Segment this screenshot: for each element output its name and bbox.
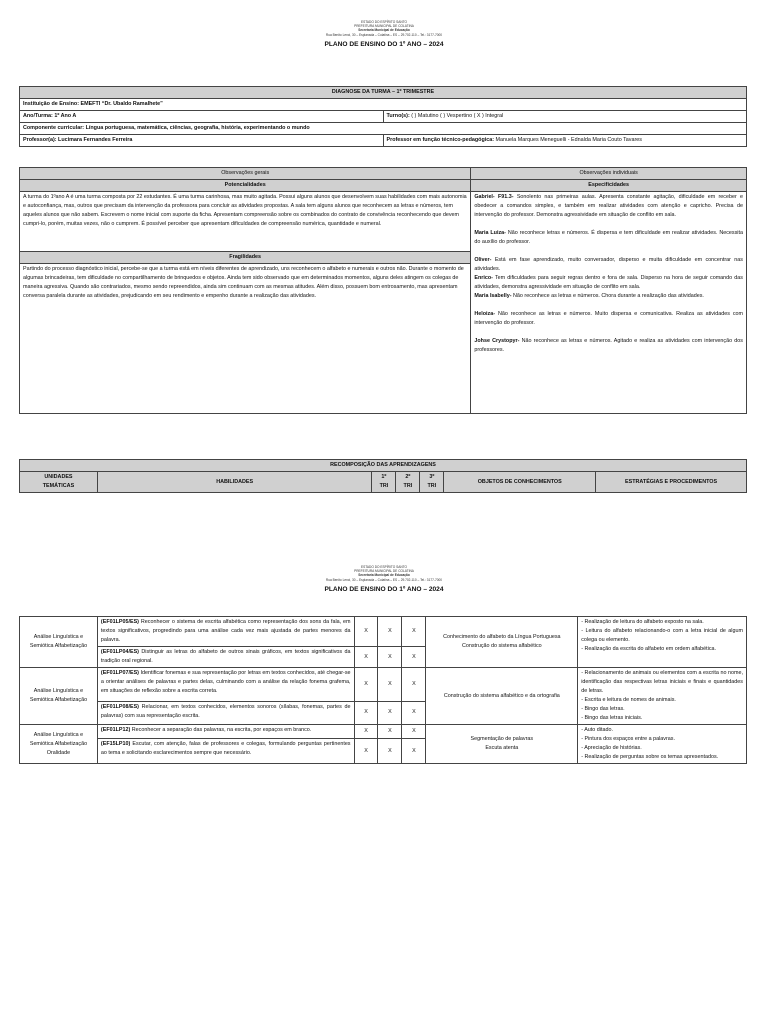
objeto-line: Conhecimento do alfabeto da Língua Portuguesa (443, 634, 561, 640)
header-state: ESTADO DO ESPÍRITO SANTO (360, 20, 408, 24)
estrategia-line: - Relacionamento de animais ou elementos com a escrita no nome, identificação das respectivas letras iniciais e finais e quantidades de letras. (581, 670, 743, 694)
habilidade-code: (EF15LP10) (100, 741, 131, 748)
header-address: Rua Benito Lenci, 30 – Esplanada – Colatina – ES – 29.702-110 – Tel.: 3177-7000 (325, 577, 443, 582)
estrategia-line: - Realização de leitura do alfabeto exposto na sala. (581, 619, 704, 625)
gerais-heading: Observações gerais (20, 168, 471, 180)
student-note (474, 256, 743, 274)
professor: Professor(a): Lucimara Fernandes Ferreira (20, 135, 384, 147)
estrategia-line: - Escrita e leitura de nomes de animais. (581, 697, 676, 703)
tri-label: TRI (427, 483, 437, 489)
tri-mark-1: X (354, 617, 378, 647)
header-prefeitura: PREFEITURA MUNICIPAL DE COLATINA (354, 24, 414, 29)
diagnose-heading: DIAGNOSE DA TURMA – 1º TRIMESTRE (20, 87, 747, 99)
col-unidades (20, 472, 98, 493)
page-header-2 (0, 565, 768, 593)
plan-table (19, 616, 747, 764)
especificidades-cell (471, 192, 747, 414)
habilidade (97, 668, 354, 702)
especificidades-heading: Especificidades (471, 180, 747, 192)
fragilidades-text: Partindo do processo diagnóstico inicial, percebe-se que a turma está em níveis diferentes de aprendizado, uns reconhecem o alfabeto e numerais e outros não. Durante o momento de algumas brincadeiras, tem dificuldade no compartilhamento de brinquedos e objetos. Ainda tem sido observado que em determinados momentos, alguns deles atingem os colegas de maneira agressiva. Quando são contrariados, mesmo sendo repreendidos, ainda sim continuam com as mesmas atitudes. Além disso, possuem bom entrosamento, mas apresentam conversa paralela durante as atividades, prejudicando em seu rendimento e empenho durante a realização das atividades. (20, 264, 471, 414)
col-estrategias: ESTRATÉGIAS E PROCEDIMENTOS (596, 472, 747, 493)
student-note (474, 229, 743, 247)
unidade-line: Análise Linguística e (33, 731, 84, 738)
tri-mark-3: X (402, 701, 426, 724)
tri-mark-2: X (378, 617, 402, 647)
col-tri-1 (372, 472, 396, 493)
professor-tec-cell (383, 135, 747, 147)
individuais-heading: Observações individuais (471, 168, 747, 180)
header-prefeitura: PREFEITURA MUNICIPAL DE COLATINA (354, 569, 414, 574)
student-note (474, 337, 743, 355)
header-state: ESTADO DO ESPÍRITO SANTO (360, 565, 408, 569)
habilidade-code: (EF01LP12) (100, 727, 131, 733)
estrategia-line: - Bingo das letras iniciais. (581, 715, 643, 721)
tri-mark-3: X (402, 739, 426, 764)
recomposicao-heading: RECOMPOSIÇÃO DAS APRENDIZAGENS (20, 460, 747, 472)
tri-mark-1: X (354, 725, 378, 739)
col-unidades-line: UNIDADES (44, 474, 73, 480)
potencialidades-text: A turma do 1ºano A é uma turma composta por 22 estudantes. É uma turma carinhosa, mas muito agitada. Possui alguns alunos que desenvolvem suas habilidades com mais autonomia e autoconfiança, mas, outros que precisam da intervenção da professora para concluir as atividades propostas. A sala tem alguns alunos que reconhecem as letras e números, tem aqueles alunos que não sabem. Escrevem o nome inicial com suporte da ficha. Apresentam compreensão sobre os combinados do contrato de convivência reconhecendo que devem cumpri-lo, porém, muitas vezes, não o cumprem. É possível perceber que apresentam dificuldades de compreensão numérica, quantidade e numeral. (20, 192, 471, 252)
estrategia (578, 617, 747, 668)
diagnose-table (19, 86, 747, 147)
page-header-1 (0, 20, 768, 48)
turno-options: ( ) Matutino ( ) Vespertino ( X ) Integral (411, 113, 504, 119)
col-objetos: OBJETOS DE CONHECIMENTOS (444, 472, 596, 493)
student-text: Não reconhece as letras e números. Agitado e realiza as atividades com intervenção dos professores. (474, 338, 743, 353)
habilidade (97, 739, 354, 764)
col-unidades-line: TEMÁTICAS (42, 483, 75, 489)
unidade-tematica (20, 617, 98, 668)
professor-tec-names: Manuela Marques Meneguelli - Ednalda Maria Couto Tavares (495, 137, 642, 143)
estrategia (578, 725, 747, 764)
professor-tec-label: Professor em função técnico-pedagógica: (386, 137, 495, 143)
student-text: Está em fase aprendizado, muito conversador, disperso e muita dificuldade em concentrar nas atividades. (474, 257, 743, 272)
estrategia (578, 668, 747, 725)
unidade-line: Semiótica Alfabetização (29, 697, 88, 703)
objeto-line: Escuta atenta (485, 745, 519, 751)
tri-mark-2: X (378, 701, 402, 724)
habilidade-text: Relacionar, em textos conhecidos, elementos sonoros (sílabas, fonemas, partes de palavras) com sua representação escrita. (100, 703, 351, 719)
potencialidades-heading: Potencialidades (20, 180, 471, 192)
turno-label: Turno(s): (386, 113, 410, 119)
page-title: PLANO DE ENSINO DO 1º ANO – 2024 (324, 40, 444, 48)
estrategia-line: - Pintura dos espaços entre a palavras. (581, 736, 675, 742)
tri-mark-1: X (354, 668, 378, 702)
unidade-line: Semiótica Alfabetização (29, 643, 88, 649)
habilidade-text: Distinguir as letras do alfabeto de outros sinais gráficos, em textos significativos da tradição oral regional. (100, 649, 351, 664)
student-name: Johse Crystopyr- (474, 338, 520, 344)
student-text: Não reconhece as letras e números. Chora durante a realização das atividades. (511, 293, 704, 299)
unidade-line: Análise Linguística e (33, 634, 84, 640)
tri-mark-1: X (354, 739, 378, 764)
habilidade-text: Reconhecer o sistema de escrita alfabética como representação dos sons da fala, em textos significativos, progredindo para uma análise cada vez mais ajustada de partes menores da palavra. (100, 619, 351, 643)
student-text: Não reconhece letras e números. É dispersa e tem dificuldade em realizar atividades. Necessita do auxílio do professor. (474, 230, 744, 245)
student-note (474, 274, 743, 292)
estrategia-line: - Auto ditado. (581, 727, 613, 733)
header-secretaria: Secretaria Municipal de Educação (358, 573, 410, 578)
tri-mark-1: X (354, 647, 378, 668)
student-name: Gabriel- F91.3- (474, 194, 514, 200)
student-note (474, 292, 743, 301)
student-note (474, 193, 743, 220)
turno-cell (383, 111, 747, 123)
objeto-line: Construção do sistema alfabético (461, 643, 542, 649)
student-name: Oliver- (474, 257, 492, 263)
objeto-line: Segmentação de palavras (470, 736, 534, 742)
col-habilidades: HABILIDADES (97, 472, 372, 493)
header-address: Rua Benito Lenci, 30 – Esplanada – Colatina – ES – 29.702-110 – Tel.: 3177-7000 (325, 32, 443, 37)
tri-label: TRI (403, 483, 413, 489)
student-name: Enrico- (474, 275, 493, 281)
col-tri-2 (396, 472, 420, 493)
student-name: Maria Isabelly- (474, 293, 512, 299)
habilidade (97, 647, 354, 668)
habilidade-code: (EF01LP08/ES) (100, 703, 139, 710)
habilidade (97, 725, 354, 739)
tri-mark-3: X (402, 725, 426, 739)
tri-mark-2: X (378, 647, 402, 668)
plan-row (20, 668, 747, 702)
estrategia-line: - Realização de perguntas sobre os temas apresentados. (581, 754, 719, 760)
unidade-line: Oralidade (46, 749, 71, 756)
student-note (474, 310, 743, 328)
tri-mark-1: X (354, 701, 378, 724)
habilidade-text: Identificar fonemas e sua representação por letras em textos conhecidos, até chegar-se a orientar análises de palavras e partes delas, culminando com a análise da relação fonema grafema, em situações de reflexão sobre a escrita correta. (100, 670, 351, 694)
tri-number: 1º (381, 474, 387, 480)
tri-mark-2: X (378, 725, 402, 739)
instituicao: Instituição de Ensino: EMEFTI “Dr. Ubaldo Ramalhete” (20, 99, 747, 111)
tri-mark-3: X (402, 647, 426, 668)
habilidade-code: (EF01LP04/ES) (100, 649, 139, 655)
tri-mark-3: X (402, 617, 426, 647)
unidade-line: Semiótica Alfabetização (29, 740, 88, 747)
componente-curricular: Componente curricular: Língua portuguesa, matemática, ciências, geografia, história, experimentando o mundo (20, 123, 747, 135)
student-text: Sonolento nas primeiras aulas. Apresenta constante agitação, dificuldade em receber e obedecer a comandos simples, e também em realizar atividades com atenção e capricho. Precisa de intervenção do professor. Demonstra agressividade em situação de conflito em sala. (474, 194, 743, 218)
objeto-conhecimento (426, 617, 578, 668)
habilidade (97, 617, 354, 647)
tri-label: TRI (379, 483, 389, 489)
header-secretaria: Secretaria Municipal de Educação (358, 28, 410, 33)
unidade-tematica (20, 668, 98, 725)
habilidade-text: Reconhecer a separação das palavras, na escrita, por espaços em branco. (130, 727, 312, 733)
student-text: Não reconhece as letras e números. Muito dispersa e comunicativa. Realiza as atividades com intervenção do professor. (474, 311, 743, 326)
student-text: Tem dificuldades para seguir regras dentro e fora de sala. Disperso na hora de seguir comando das atividades, demonstra agressividade em situação de conflito em sala. (474, 275, 743, 290)
objeto-conhecimento (426, 668, 578, 725)
estrategia-line: - Apreciação de histórias. (581, 745, 642, 751)
estrategia-line: - Bingo das letras. (581, 706, 625, 712)
tri-mark-2: X (378, 668, 402, 702)
observacoes-table (19, 167, 747, 414)
col-tri-3 (420, 472, 444, 493)
plan-row (20, 725, 747, 739)
tri-number: 2º (405, 474, 411, 480)
tri-mark-2: X (378, 739, 402, 764)
page-title: PLANO DE ENSINO DO 1º ANO – 2024 (324, 585, 444, 593)
objeto-line: Construção do sistema alfabético e da ortografia (443, 692, 560, 699)
recomposicao-table (19, 459, 747, 493)
tri-number: 3º (429, 474, 435, 480)
student-name: Heloiza- (474, 311, 496, 317)
habilidade-text: Escutar, com atenção, falas de professores e colegas, formulando perguntas pertinentes ao tema e solicitando esclarecimentos sempre que necessário. (100, 741, 351, 757)
objeto-conhecimento (426, 725, 578, 764)
habilidade-code: (EF01LP05/ES) (100, 619, 139, 625)
unidade-tematica (20, 725, 98, 764)
habilidade (97, 701, 354, 724)
ano-turma: Ano/Turma: 1º Ano A (20, 111, 384, 123)
plan-row (20, 617, 747, 647)
estrategia-line: - Leitura do alfabeto relacionando-o com a letra inicial de algum colega ou elemento. (581, 628, 743, 643)
fragilidades-heading: Fragilidades (20, 252, 471, 264)
estrategia-line: - Realização da escrita do alfabeto em ordem alfabética. (581, 646, 717, 652)
habilidade-code: (EF01LP07/ES) (100, 670, 139, 676)
student-name: Maria Luiza- (474, 230, 506, 236)
tri-mark-3: X (402, 668, 426, 702)
unidade-line: Análise Linguística e (33, 688, 84, 694)
